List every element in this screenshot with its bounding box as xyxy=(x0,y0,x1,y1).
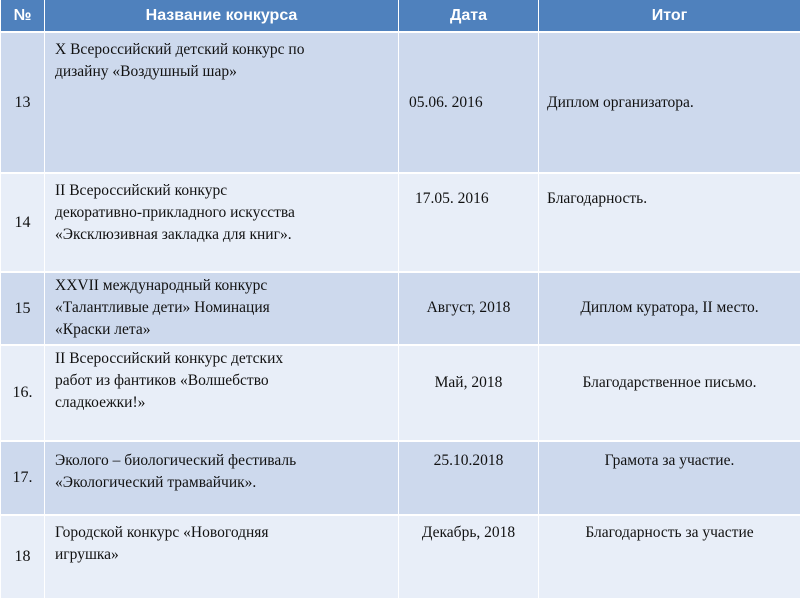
name-line: II Всероссийский конкурс xyxy=(55,182,228,199)
header-name: Название конкурса xyxy=(45,0,399,33)
name-line: «Эксклюзивная закладка для книг». xyxy=(55,226,292,243)
row-result: Грамота за участие. xyxy=(539,442,800,516)
row-name xyxy=(45,273,399,346)
row-date: 17.05. 2016 xyxy=(399,174,539,273)
row-result: Благодарность. xyxy=(539,174,800,273)
header-date: Дата xyxy=(399,0,539,33)
name-line: «Краски лета» xyxy=(55,321,151,338)
name-line: игрушка» xyxy=(55,546,119,563)
name-line: дизайну «Воздушный шар» xyxy=(55,63,237,80)
row-result: Диплом организатора. xyxy=(539,33,800,174)
row-num: 13 xyxy=(1,33,45,174)
row-date: Август, 2018 xyxy=(399,273,539,346)
name-line: работ из фантиков «Волшебство xyxy=(55,372,269,389)
row-name xyxy=(45,516,399,600)
name-line: X Всероссийский детский конкурс по xyxy=(55,41,305,58)
name-line: II Всероссийский конкурс детских xyxy=(55,350,284,367)
name-line: декоративно-прикладного искусства xyxy=(55,204,295,221)
row-result: Диплом куратора, II место. xyxy=(539,273,800,346)
header-result: Итог xyxy=(539,0,800,33)
name-line: Эколого – биологический фестиваль xyxy=(55,452,297,469)
row-date: 25.10.2018 xyxy=(399,442,539,516)
name-line: Городской конкурс «Новогодняя xyxy=(55,524,269,541)
name-line: XXVII международный конкурс xyxy=(55,277,268,294)
row-name xyxy=(45,346,399,442)
name-line: «Талантливые дети» Номинация xyxy=(55,299,270,316)
row-date: Декабрь, 2018 xyxy=(399,516,539,600)
row-num: 17. xyxy=(1,442,45,516)
row-num: 15 xyxy=(1,273,45,346)
row-result: Благодарность за участие xyxy=(539,516,800,600)
row-num: 18 xyxy=(1,516,45,600)
row-result: Благодарственное письмо. xyxy=(539,346,800,442)
row-date: 05.06. 2016 xyxy=(399,33,539,174)
row-num: 14 xyxy=(1,174,45,273)
header-num: № xyxy=(1,0,45,33)
name-line: сладкоежки!» xyxy=(55,394,146,411)
row-name xyxy=(45,442,399,516)
row-num: 16. xyxy=(1,346,45,442)
row-name xyxy=(45,174,399,273)
row-date: Май, 2018 xyxy=(399,346,539,442)
row-name xyxy=(45,33,399,174)
name-line: «Экологический трамвайчик». xyxy=(55,474,257,491)
